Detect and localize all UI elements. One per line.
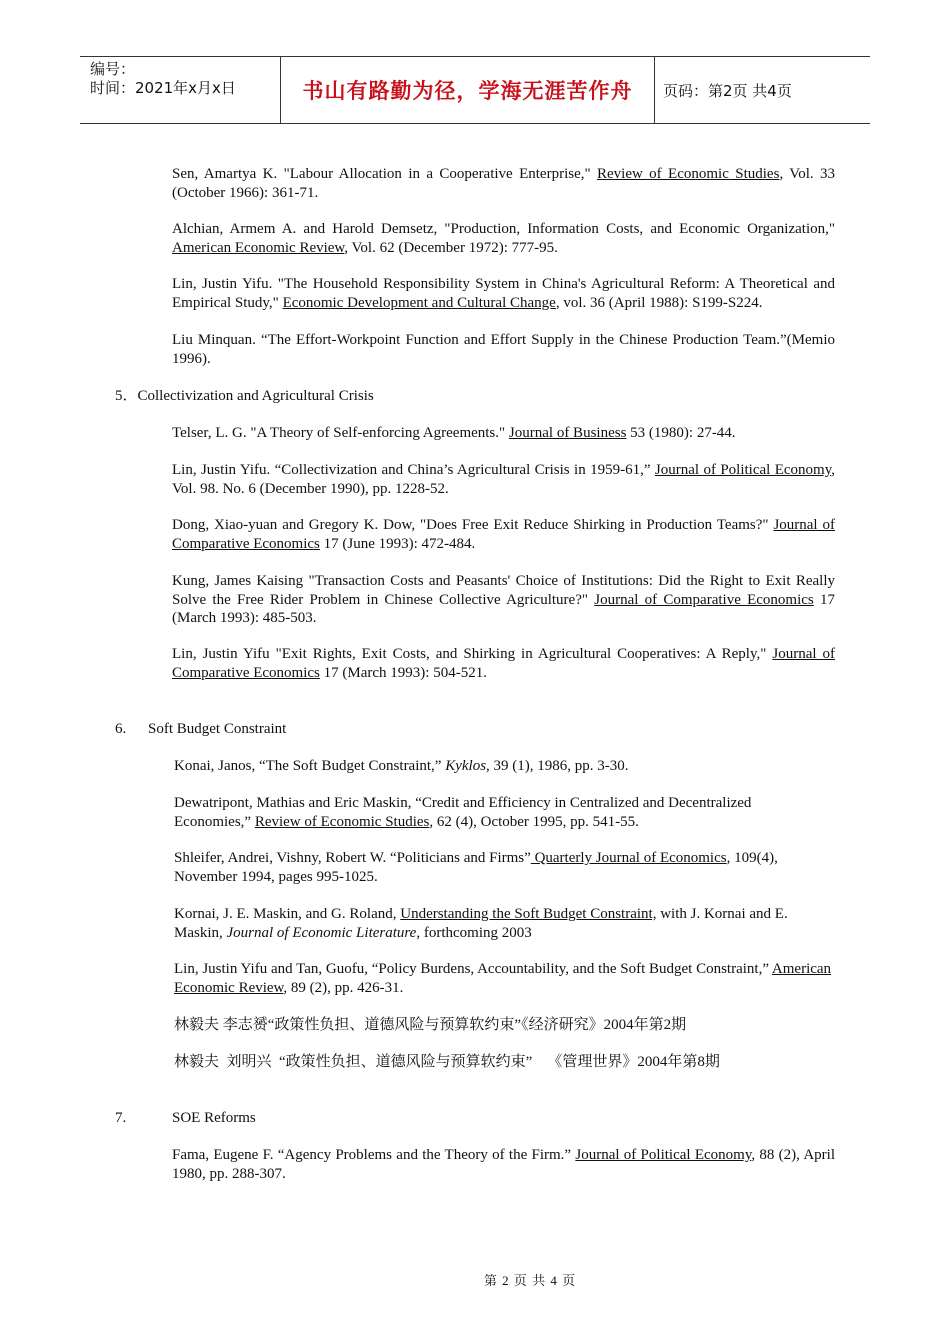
journal-link: Journal of Business bbox=[508, 425, 627, 441]
reference-item: Dong, Xiao-yuan and Gregory K. Dow, "Does Free Exit Reduce Shirking in Production Teams?" Journal of Comparative Economics 17 (June 1993): 472-484. bbox=[172, 517, 835, 552]
reference-item: Lin, Justin Yifu. “Collectivization and China’s Agricultural Crisis in 1959-61,” Journal of Political Economy, Vol. 98. No. 6 (December 1990), pp. 1228-52. bbox=[172, 462, 835, 497]
reference-item: Alchian, Armem A. and Harold Demsetz, "Production, Information Costs, and Economic Organization," American Economic Review, Vol. 62 (December 1972): 777-95. bbox=[172, 221, 835, 256]
journal-link: Economic Development and Cultural Change bbox=[282, 294, 556, 311]
header-motto: 书山有路勤为径，学海无涯苦作舟 bbox=[281, 57, 655, 123]
journal-link: Journal of Comparative Economics bbox=[172, 646, 835, 681]
reference-item: Lin, Justin Yifu "Exit Rights, Exit Costs, and Shirking in Agricultural Cooperatives: A Reply," Journal of Comparative Economics 17 (March 1993): 504-521. bbox=[172, 646, 835, 681]
journal-link: Journal of Political Economy bbox=[575, 1147, 752, 1163]
journal-link: American Economic Review bbox=[174, 961, 832, 996]
page-footer: 第 2 页 共 4 页 bbox=[483, 1273, 577, 1288]
journal-link: American Economic Review bbox=[172, 239, 345, 256]
reference-item: Liu Minquan. “The Effort-Workpoint Function and Effort Supply in the Chinese Production Team.”(Memio 1996). bbox=[172, 332, 835, 367]
reference-item: Lin, Justin Yifu and Tan, Guofu, “Policy Burdens, Accountability, and the Soft Budget Constraint,” American Economic Review, 89 (2), pp. 426-31. bbox=[174, 961, 832, 996]
journal-link: Journal of Comparative Economics bbox=[594, 591, 814, 608]
header-meta bbox=[80, 57, 281, 123]
reference-item: Sen, Amartya K. "Labour Allocation in a Cooperative Enterprise," Review of Economic Studies, Vol. 33 (October 1966): 361-71. bbox=[172, 166, 835, 201]
journal-link: Journal of Political Economy bbox=[654, 462, 832, 478]
reference-item: Lin, Justin Yifu. "The Household Responsibility System in China's Agricultural Reform: A Theoretical and Empirical Study," Economic Development and Cultural Change, vol. 36 (April 1988): S199-S224. bbox=[172, 276, 835, 311]
reference-item: Fama, Eugene F. “Agency Problems and the Theory of the Firm.” Journal of Political Economy, 88 (2), April 1980, pp. 288-307. bbox=[172, 1147, 835, 1182]
reference-item-chinese: 林毅夫 李志赟“政策性负担、道德风险与预算软约束”《经济研究》2004年第2期 bbox=[174, 1017, 687, 1033]
header-page-info: 页码：第2页 共4页 bbox=[663, 81, 792, 100]
reference-item-chinese: 林毅夫 刘明兴 “政策性负担、道德风险与预算软约束” 《管理世界》2004年第8期 bbox=[174, 1054, 720, 1070]
reference-item: Dewatripont, Mathias and Eric Maskin, “Credit and Efficiency in Centralized and Decentralized Economies,” Review of Economic Studies, 62 (4), October 1995, pp. 541-55. bbox=[174, 795, 752, 830]
journal-link: Quarterly Journal of Economics bbox=[530, 850, 727, 866]
section-number: 6. bbox=[115, 721, 127, 737]
journal-link: Review of Economic Studies bbox=[254, 813, 430, 830]
section-heading: 5．Collectivization and Agricultural Crisis bbox=[115, 388, 374, 404]
section-heading: Soft Budget Constraint bbox=[148, 721, 287, 737]
reference-item: Konai, Janos, “The Soft Budget Constraint,” Kyklos, 39 (1), 1986, pp. 3-30. bbox=[174, 758, 629, 774]
journal-link: Review of Economic Studies bbox=[596, 166, 780, 182]
time-label: 时间：2021年x月x日 bbox=[90, 79, 236, 97]
reference-item: Shleifer, Andrei, Vishny, Robert W. “Politicians and Firms” Quarterly Journal of Economics, 109(4), November 1994, pages 995-1025. bbox=[174, 850, 778, 885]
journal-link: Journal of Comparative Economics bbox=[172, 517, 835, 552]
number-label: 编号： bbox=[90, 60, 136, 78]
book-link: Understanding the Soft Budget Constraint, bbox=[400, 906, 657, 922]
page-header bbox=[80, 56, 870, 124]
reference-item: Kornai, J. E. Maskin, and G. Roland, Understanding the Soft Budget Constraint, with J. Kornai and E. Maskin, Journal of Economic Literature, forthcoming 2003 bbox=[174, 906, 788, 941]
section-number: 7. bbox=[115, 1110, 127, 1126]
reference-item: Telser, L. G. "A Theory of Self-enforcing Agreements." Journal of Business 53 (1980): 27-44. bbox=[172, 425, 736, 441]
section-heading: SOE Reforms bbox=[172, 1110, 256, 1126]
reference-item: Kung, James Kaising "Transaction Costs and Peasants' Choice of Institutions: Did the Right to Exit Really Solve the Free Rider Problem in Chinese Collective Agriculture?" Journal of Comparative Economics 17 (March 1993): 485-503. bbox=[172, 573, 835, 627]
